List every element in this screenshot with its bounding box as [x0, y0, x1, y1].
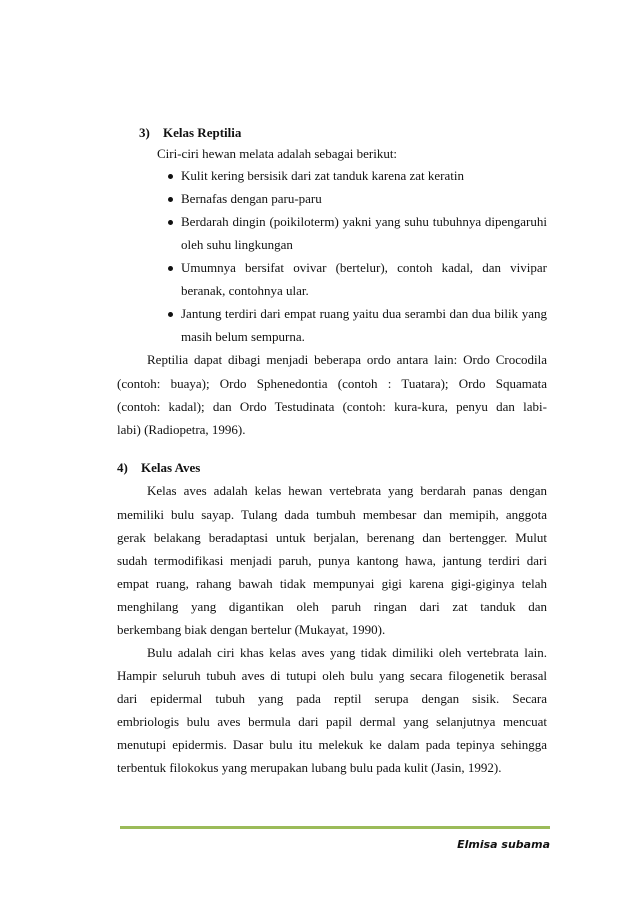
bullet-5-line-1: Jantung terdiri dari empat ruang yaitu dua serambi dan dua bilik yang [181, 306, 547, 321]
section-4-title: Kelas Aves [141, 460, 201, 475]
section-4-paragraph-1-line-6: menghilang yang digantikan oleh paruh ringan dari zat tanduk dan [117, 599, 547, 614]
bullet-4-line-1: Umumnya bersifat ovivar (bertelur), contoh kadal, dan vivipar [181, 260, 547, 275]
section-4-paragraph-1-line-1: Kelas aves adalah kelas hewan vertebrata yang berdarah panas dengan [147, 483, 547, 498]
section-3-paragraph-line-4: labi) (Radiopetra, 1996). [117, 422, 246, 437]
bullet-dot-icon [168, 197, 173, 202]
section-3-paragraph-line-2: (contoh: buaya); Ordo Sphenedontia (contoh : Tuatara); Ordo Squamata [117, 376, 547, 391]
section-4-number: 4) [117, 460, 128, 475]
section-4-paragraph-1-line-4: sudah termodifikasi menjadi paruh, punya kantong hawa, jantung terdiri dari [117, 553, 547, 568]
section-3-intro: Ciri-ciri hewan melata adalah sebagai berikut: [157, 146, 398, 161]
section-3-title: Kelas Reptilia [163, 125, 242, 140]
section-4-paragraph-1-line-3: gerak belakang beradaptasi untuk berjalan, berenang dan bertengger. Mulut [117, 530, 547, 545]
section-4-paragraph-1-line-2: memiliki bulu sayap. Tulang dada tumbuh membesar dan memipih, anggota [117, 507, 547, 522]
section-3-heading [139, 125, 241, 141]
section-4-paragraph-2-line-5: menutupi epidermis. Dasar bulu itu melekuk ke dalam pada tepinya sehingga [117, 737, 547, 752]
footer-author: Elmisa subama [457, 838, 550, 851]
bullet-1-line-1: Kulit kering bersisik dari zat tanduk karena zat keratin [181, 168, 465, 183]
bullet-5-line-2: masih belum sempurna. [181, 329, 305, 344]
bullet-dot-icon [168, 266, 173, 271]
section-4-heading [117, 460, 200, 476]
section-4-paragraph-2-line-4: embriologis bulu aves bermula dari papil dermal yang selanjutnya mencuat [117, 714, 547, 729]
bullet-dot-icon [168, 174, 173, 179]
bullet-3-line-1: Berdarah dingin (poikiloterm) yakni yang suhu tubuhnya dipengaruhi [181, 214, 547, 229]
section-3-paragraph-line-1: Reptilia dapat dibagi menjadi beberapa ordo antara lain: Ordo Crocodila [147, 352, 547, 367]
section-4-paragraph-2-line-3: dari epidermal tubuh yang pada reptil serupa dengan sisik. Secara [117, 691, 547, 706]
section-4-paragraph-1-line-5: empat ruang, rahang bawah tidak mempunyai gigi karena gigi-giginya telah [117, 576, 547, 591]
section-3-number: 3) [139, 125, 150, 140]
section-4-paragraph-2-line-6: terbentuk filokokus yang merupakan lubang bulu pada kulit (Jasin, 1992). [117, 760, 502, 775]
bullet-dot-icon [168, 220, 173, 225]
bullet-2-line-1: Bernafas dengan paru-paru [181, 191, 322, 206]
section-4-paragraph-1-line-7: berkembang biak dengan bertelur (Mukayat, 1990). [117, 622, 386, 637]
section-4-paragraph-2-line-2: Hampir seluruh tubuh aves di tutupi oleh bulu yang secara filogenetik berasal [117, 668, 547, 683]
section-3-paragraph-line-3: (contoh: kadal); dan Ordo Testudinata (contoh: kura-kura, penyu dan labi- [117, 399, 547, 414]
footer-rule [120, 826, 550, 829]
section-4-paragraph-2-line-1: Bulu adalah ciri khas kelas aves yang tidak dimiliki oleh vertebrata lain. [147, 645, 547, 660]
bullet-3-line-2: oleh suhu lingkungan [181, 237, 293, 252]
bullet-dot-icon [168, 312, 173, 317]
bullet-4-line-2: beranak, contohnya ular. [181, 283, 309, 298]
